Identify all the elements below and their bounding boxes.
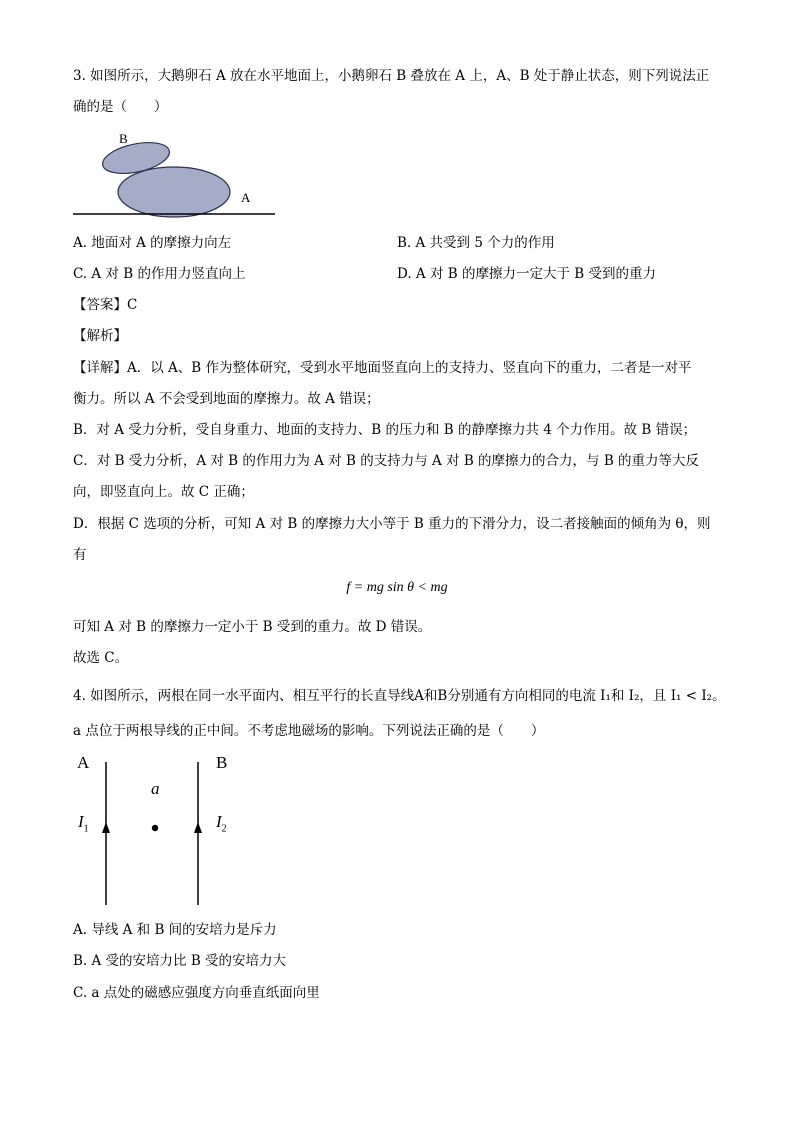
arrow-up-icon	[194, 822, 202, 833]
q3-stem-line2: 确的是（ ）	[73, 99, 168, 115]
detail-tag: 【详解】	[73, 360, 127, 376]
q4-point-label: a	[151, 779, 160, 798]
q3-stem-line1: 3. 如图所示，大鹅卵石 A 放在水平地面上，小鹅卵石 B 叠放在 A 上，A、B 处于静止状态，则下列说法正	[73, 68, 710, 84]
q4-option-b: B. A 受的安培力比 B 受的安培力大	[73, 953, 287, 969]
q4-stem-line2: a 点位于两根导线的正中间。不考虑地磁场的影响。下列说法正确的是（ ）	[73, 723, 545, 739]
answer-value: C	[127, 297, 138, 313]
q4-option-c: C. a 点处的磁感应强度方向垂直纸面向里	[73, 985, 320, 1001]
q3-option-b: B. A 共受到 5 个力的作用	[397, 235, 555, 251]
q3-detail-line1	[73, 358, 692, 378]
q3-detail-line7: 有	[73, 547, 87, 563]
q4-current-1-label: $I_1$	[78, 812, 89, 835]
q4-current-2-label: $I_2$	[216, 812, 227, 835]
q3-option-c: C. A 对 B 的作用力竖直向上	[73, 266, 246, 282]
q3-detail-line5: 向，即竖直向上。故 C 正确；	[73, 484, 254, 500]
q3-label-a: A	[241, 190, 251, 205]
q3-detail-line4: C．对 B 受力分析，A 对 B 的作用力为 A 对 B 的支持力与 A 对 B 的摩擦力的合力，与 B 的重力等大反	[73, 453, 700, 469]
q3-label-b: B	[119, 131, 128, 146]
q3-answer-row	[73, 295, 137, 315]
q3-formula: f = mg sin θ < mg	[346, 580, 448, 595]
q3-figure	[70, 128, 280, 220]
q3-analysis-tag: 【解析】	[73, 328, 127, 344]
arrow-up-icon	[102, 822, 110, 833]
q3-conclusion: 故选 C。	[73, 650, 129, 666]
q3-option-a: A. 地面对 A 的摩擦力向左	[73, 235, 232, 251]
q3-detail-line6: D．根据 C 选项的分析，可知 A 对 B 的摩擦力大小等于 B 重力的下滑分力，设二者接触面的倾角为 θ，则	[73, 516, 711, 532]
q4-wire-a-label: A	[77, 753, 90, 772]
answer-tag: 【答案】	[73, 297, 127, 313]
q4-wire-b-label: B	[216, 753, 228, 772]
point-a-dot	[152, 825, 158, 831]
q4-stem-line1: 4. 如图所示，两根在同一水平面内、相互平行的长直导线A和B分别通有方向相同的电流 I₁和 I₂，且 I₁ < I₂。	[73, 688, 726, 704]
q3-detail-line8: 可知 A 对 B 的摩擦力一定小于 B 受到的重力。故 D 错误。	[73, 619, 432, 635]
q4-option-a: A. 导线 A 和 B 间的安培力是斥力	[73, 922, 277, 938]
stone-a	[118, 167, 230, 217]
q3-detail-line2: 衡力。所以 A 不会受到地面的摩擦力。故 A 错误；	[73, 391, 380, 407]
q3-detail-line3: B．对 A 受力分析，受自身重力、地面的支持力、B 的压力和 B 的静摩擦力共 4 个力作用。故 B 错误；	[73, 422, 697, 438]
q3-option-d: D. A 对 B 的摩擦力一定大于 B 受到的重力	[397, 266, 656, 282]
detail-text-1: A．以 A、B 作为整体研究，受到水平地面竖直向上的支持力、竖直向下的重力，二者是一对平	[127, 360, 692, 376]
